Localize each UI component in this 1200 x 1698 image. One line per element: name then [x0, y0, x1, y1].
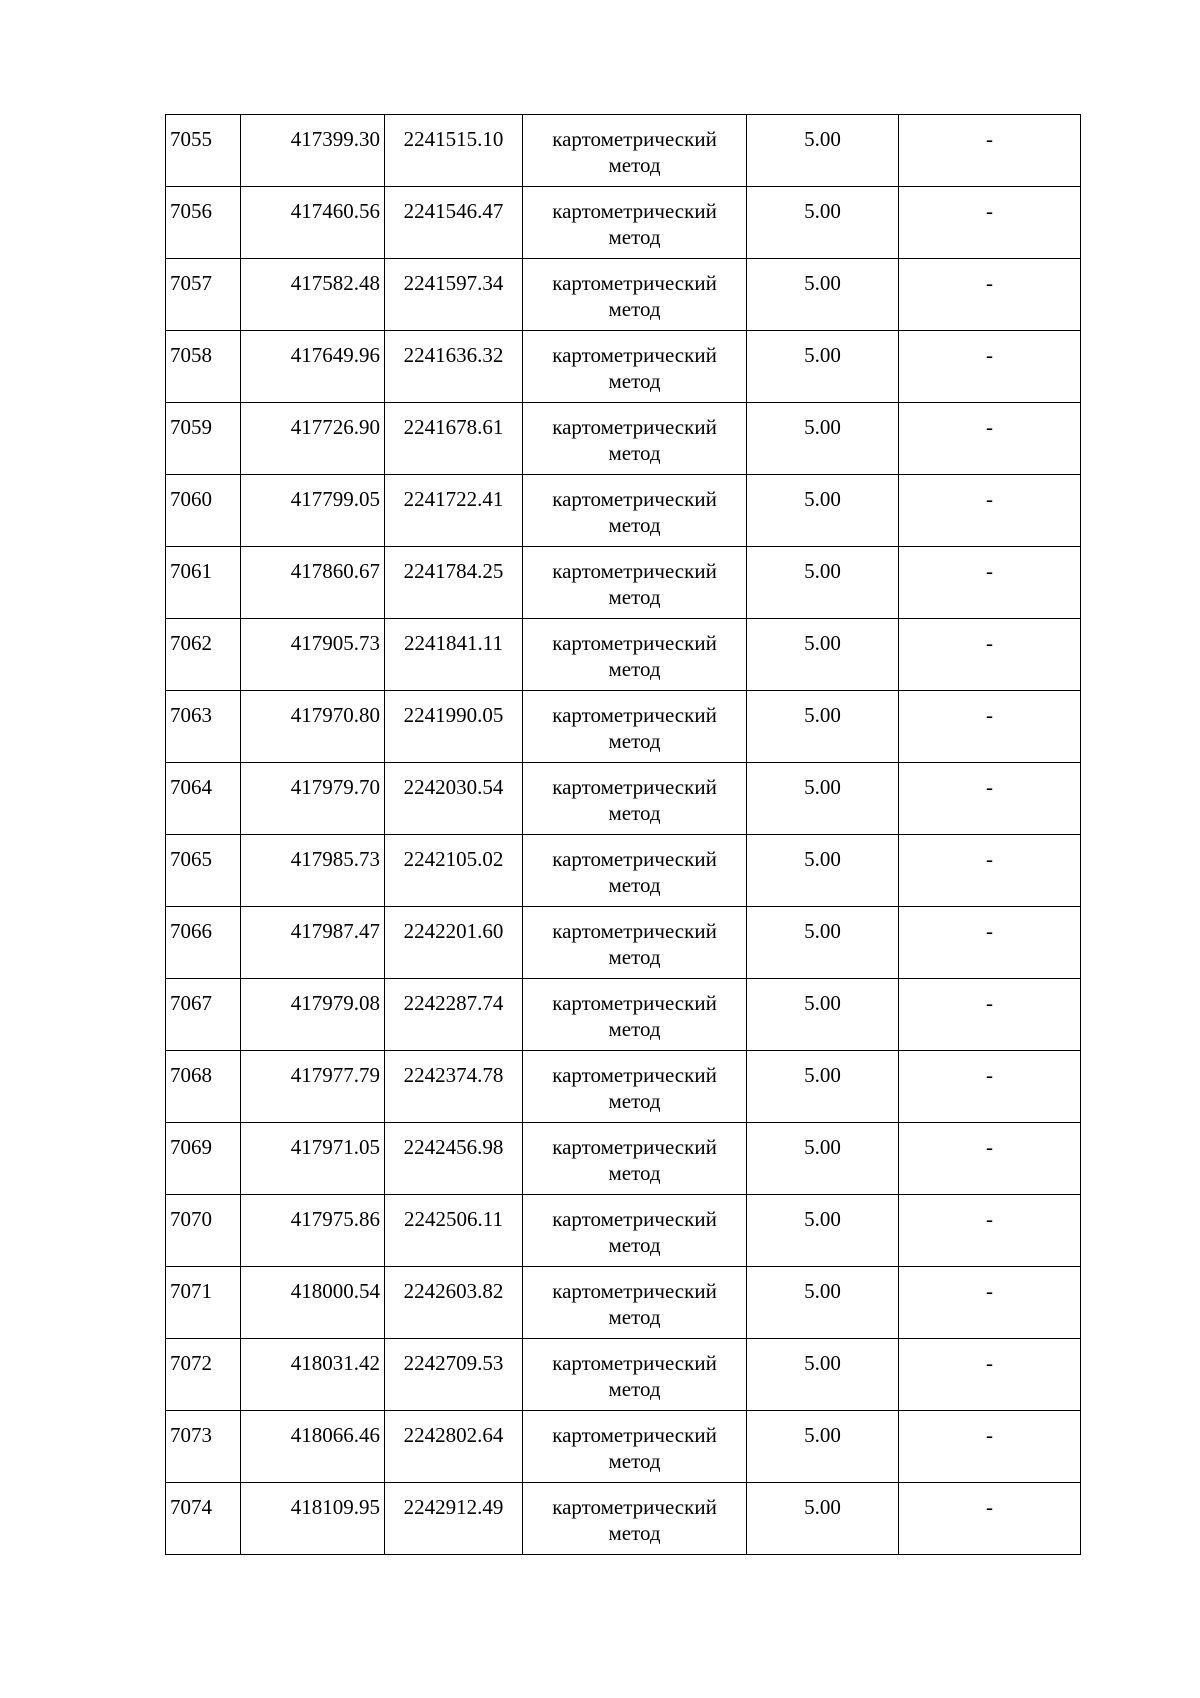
y-coordinate-cell	[385, 1123, 523, 1195]
y-coordinate-text: 2242201.60	[403, 919, 504, 943]
accuracy-text: 5.00	[804, 919, 841, 943]
accuracy-cell	[747, 547, 899, 619]
method-cell	[523, 619, 747, 691]
method-text: картометрический метод	[552, 487, 717, 537]
point-number-text: 7057	[170, 271, 212, 295]
method-text: картометрический метод	[552, 631, 717, 681]
x-coordinate-text: 417460.56	[290, 199, 380, 223]
accuracy-text: 5.00	[804, 1351, 841, 1375]
x-coordinate-cell	[241, 619, 385, 691]
accuracy-text: 5.00	[804, 415, 841, 439]
point-number-cell	[166, 1123, 241, 1195]
table-row	[166, 619, 1081, 691]
method-cell	[523, 763, 747, 835]
x-coordinate-cell	[241, 1411, 385, 1483]
x-coordinate-text: 417860.67	[290, 559, 380, 583]
point-number-cell	[166, 979, 241, 1051]
y-coordinate-cell	[385, 1483, 523, 1555]
x-coordinate-text: 418109.95	[290, 1495, 380, 1519]
method-cell	[523, 331, 747, 403]
description-text: -	[986, 919, 993, 943]
y-coordinate-cell	[385, 475, 523, 547]
accuracy-cell	[747, 619, 899, 691]
y-coordinate-cell	[385, 1411, 523, 1483]
x-coordinate-cell	[241, 1123, 385, 1195]
y-coordinate-text: 2242709.53	[403, 1351, 504, 1375]
x-coordinate-cell	[241, 547, 385, 619]
x-coordinate-cell	[241, 187, 385, 259]
method-cell	[523, 403, 747, 475]
description-text: -	[986, 1207, 993, 1231]
y-coordinate-cell	[385, 907, 523, 979]
description-cell	[899, 1339, 1081, 1411]
x-coordinate-text: 418031.42	[290, 1351, 380, 1375]
accuracy-text: 5.00	[804, 343, 841, 367]
point-number-cell	[166, 331, 241, 403]
point-number-cell	[166, 907, 241, 979]
point-number-text: 7066	[170, 919, 212, 943]
x-coordinate-text: 417987.47	[290, 919, 380, 943]
x-coordinate-cell	[241, 979, 385, 1051]
description-cell	[899, 403, 1081, 475]
accuracy-text: 5.00	[804, 271, 841, 295]
point-number-cell	[166, 763, 241, 835]
table-row	[166, 475, 1081, 547]
accuracy-cell	[747, 835, 899, 907]
y-coordinate-text: 2242374.78	[403, 1063, 504, 1087]
x-coordinate-text: 417977.79	[290, 1063, 380, 1087]
description-text: -	[986, 271, 993, 295]
accuracy-text: 5.00	[804, 1207, 841, 1231]
x-coordinate-text: 418000.54	[290, 1279, 380, 1303]
description-text: -	[986, 127, 993, 151]
method-cell	[523, 475, 747, 547]
accuracy-cell	[747, 691, 899, 763]
table-row	[166, 979, 1081, 1051]
point-number-cell	[166, 115, 241, 187]
method-text: картометрический метод	[552, 271, 717, 321]
method-cell	[523, 547, 747, 619]
table-row	[166, 331, 1081, 403]
accuracy-text: 5.00	[804, 991, 841, 1015]
y-coordinate-text: 2241678.61	[403, 415, 504, 439]
y-coordinate-text: 2241546.47	[403, 199, 504, 223]
description-cell	[899, 619, 1081, 691]
x-coordinate-text: 417649.96	[290, 343, 380, 367]
x-coordinate-cell	[241, 1483, 385, 1555]
y-coordinate-text: 2242802.64	[403, 1423, 504, 1447]
x-coordinate-cell	[241, 835, 385, 907]
x-coordinate-text: 417399.30	[290, 127, 380, 151]
point-number-text: 7074	[170, 1495, 212, 1519]
description-cell	[899, 1483, 1081, 1555]
accuracy-cell	[747, 1267, 899, 1339]
accuracy-text: 5.00	[804, 199, 841, 223]
accuracy-cell	[747, 979, 899, 1051]
point-number-cell	[166, 1195, 241, 1267]
accuracy-cell	[747, 187, 899, 259]
x-coordinate-cell	[241, 115, 385, 187]
description-text: -	[986, 415, 993, 439]
table-row	[166, 1195, 1081, 1267]
y-coordinate-cell	[385, 115, 523, 187]
table-row	[166, 1051, 1081, 1123]
table-row	[166, 115, 1081, 187]
point-number-cell	[166, 1267, 241, 1339]
method-text: картометрический метод	[552, 775, 717, 825]
accuracy-cell	[747, 403, 899, 475]
point-number-text: 7059	[170, 415, 212, 439]
method-text: картометрический метод	[552, 199, 717, 249]
y-coordinate-cell	[385, 1051, 523, 1123]
table-row	[166, 187, 1081, 259]
accuracy-cell	[747, 475, 899, 547]
accuracy-text: 5.00	[804, 559, 841, 583]
method-cell	[523, 187, 747, 259]
method-text: картометрический метод	[552, 1279, 717, 1329]
point-number-text: 7069	[170, 1135, 212, 1159]
description-text: -	[986, 559, 993, 583]
accuracy-text: 5.00	[804, 1135, 841, 1159]
description-cell	[899, 907, 1081, 979]
y-coordinate-cell	[385, 403, 523, 475]
accuracy-text: 5.00	[804, 1423, 841, 1447]
y-coordinate-text: 2241636.32	[403, 343, 504, 367]
coordinates-table	[165, 114, 1081, 1555]
x-coordinate-cell	[241, 403, 385, 475]
method-text: картометрический метод	[552, 1351, 717, 1401]
description-cell	[899, 691, 1081, 763]
description-text: -	[986, 991, 993, 1015]
point-number-text: 7055	[170, 127, 212, 151]
accuracy-cell	[747, 1339, 899, 1411]
point-number-text: 7073	[170, 1423, 212, 1447]
table-row	[166, 1411, 1081, 1483]
x-coordinate-cell	[241, 1051, 385, 1123]
y-coordinate-text: 2241722.41	[403, 487, 504, 511]
y-coordinate-text: 2242456.98	[403, 1135, 504, 1159]
table-row	[166, 547, 1081, 619]
table-row	[166, 1123, 1081, 1195]
x-coordinate-cell	[241, 763, 385, 835]
method-cell	[523, 1267, 747, 1339]
x-coordinate-text: 418066.46	[290, 1423, 380, 1447]
point-number-cell	[166, 1051, 241, 1123]
table-row	[166, 835, 1081, 907]
description-cell	[899, 259, 1081, 331]
x-coordinate-cell	[241, 1339, 385, 1411]
method-cell	[523, 979, 747, 1051]
method-cell	[523, 1123, 747, 1195]
table-row	[166, 1339, 1081, 1411]
x-coordinate-text: 417970.80	[290, 703, 380, 727]
method-cell	[523, 1411, 747, 1483]
method-text: картометрический метод	[552, 127, 717, 177]
point-number-cell	[166, 835, 241, 907]
table-row	[166, 1267, 1081, 1339]
y-coordinate-cell	[385, 691, 523, 763]
description-text: -	[986, 1279, 993, 1303]
method-cell	[523, 691, 747, 763]
point-number-text: 7065	[170, 847, 212, 871]
description-cell	[899, 1051, 1081, 1123]
x-coordinate-text: 417799.05	[290, 487, 380, 511]
accuracy-cell	[747, 1411, 899, 1483]
method-text: картометрический метод	[552, 559, 717, 609]
description-text: -	[986, 1135, 993, 1159]
description-text: -	[986, 199, 993, 223]
point-number-cell	[166, 1483, 241, 1555]
method-text: картометрический метод	[552, 991, 717, 1041]
point-number-cell	[166, 475, 241, 547]
method-text: картометрический метод	[552, 343, 717, 393]
point-number-text: 7061	[170, 559, 212, 583]
method-text: картометрический метод	[552, 919, 717, 969]
accuracy-cell	[747, 259, 899, 331]
accuracy-cell	[747, 331, 899, 403]
method-text: картометрический метод	[552, 1063, 717, 1113]
point-number-text: 7064	[170, 775, 212, 799]
x-coordinate-text: 417979.70	[290, 775, 380, 799]
y-coordinate-text: 2242030.54	[403, 775, 504, 799]
description-cell	[899, 835, 1081, 907]
point-number-cell	[166, 1411, 241, 1483]
accuracy-cell	[747, 1123, 899, 1195]
point-number-cell	[166, 619, 241, 691]
accuracy-text: 5.00	[804, 775, 841, 799]
x-coordinate-cell	[241, 331, 385, 403]
description-cell	[899, 187, 1081, 259]
y-coordinate-text: 2241990.05	[403, 703, 504, 727]
y-coordinate-cell	[385, 1195, 523, 1267]
x-coordinate-cell	[241, 259, 385, 331]
y-coordinate-cell	[385, 979, 523, 1051]
method-cell	[523, 835, 747, 907]
y-coordinate-cell	[385, 547, 523, 619]
x-coordinate-text: 417985.73	[290, 847, 380, 871]
accuracy-text: 5.00	[804, 1063, 841, 1087]
accuracy-cell	[747, 1051, 899, 1123]
point-number-text: 7072	[170, 1351, 212, 1375]
table-row	[166, 691, 1081, 763]
point-number-cell	[166, 691, 241, 763]
method-cell	[523, 1339, 747, 1411]
x-coordinate-cell	[241, 475, 385, 547]
description-cell	[899, 547, 1081, 619]
method-text: картометрический метод	[552, 703, 717, 753]
point-number-text: 7067	[170, 991, 212, 1015]
accuracy-text: 5.00	[804, 487, 841, 511]
y-coordinate-text: 2241597.34	[403, 271, 504, 295]
accuracy-text: 5.00	[804, 847, 841, 871]
accuracy-text: 5.00	[804, 631, 841, 655]
y-coordinate-cell	[385, 331, 523, 403]
point-number-cell	[166, 259, 241, 331]
x-coordinate-text: 417582.48	[290, 271, 380, 295]
method-text: картометрический метод	[552, 1423, 717, 1473]
accuracy-text: 5.00	[804, 703, 841, 727]
x-coordinate-text: 417726.90	[290, 415, 380, 439]
y-coordinate-text: 2241515.10	[403, 127, 504, 151]
method-text: картометрический метод	[552, 1495, 717, 1545]
x-coordinate-text: 417905.73	[290, 631, 380, 655]
table-row	[166, 1483, 1081, 1555]
point-number-text: 7062	[170, 631, 212, 655]
point-number-text: 7060	[170, 487, 212, 511]
x-coordinate-cell	[241, 907, 385, 979]
y-coordinate-cell	[385, 619, 523, 691]
description-text: -	[986, 703, 993, 727]
y-coordinate-text: 2241841.11	[404, 631, 503, 655]
accuracy-cell	[747, 1195, 899, 1267]
y-coordinate-cell	[385, 1339, 523, 1411]
y-coordinate-text: 2242912.49	[403, 1495, 504, 1519]
y-coordinate-text: 2242287.74	[403, 991, 504, 1015]
description-cell	[899, 1267, 1081, 1339]
method-text: картометрический метод	[552, 415, 717, 465]
description-cell	[899, 979, 1081, 1051]
table-row	[166, 259, 1081, 331]
x-coordinate-cell	[241, 1195, 385, 1267]
point-number-cell	[166, 403, 241, 475]
y-coordinate-cell	[385, 187, 523, 259]
description-cell	[899, 115, 1081, 187]
point-number-text: 7063	[170, 703, 212, 727]
description-text: -	[986, 1063, 993, 1087]
table-row	[166, 763, 1081, 835]
table-row	[166, 403, 1081, 475]
method-text: картометрический метод	[552, 1207, 717, 1257]
point-number-text: 7058	[170, 343, 212, 367]
description-cell	[899, 1123, 1081, 1195]
accuracy-text: 5.00	[804, 1279, 841, 1303]
description-text: -	[986, 847, 993, 871]
point-number-text: 7070	[170, 1207, 212, 1231]
y-coordinate-cell	[385, 1267, 523, 1339]
description-text: -	[986, 775, 993, 799]
accuracy-cell	[747, 1483, 899, 1555]
accuracy-cell	[747, 907, 899, 979]
point-number-text: 7071	[170, 1279, 212, 1303]
accuracy-cell	[747, 115, 899, 187]
point-number-text: 7056	[170, 199, 212, 223]
description-text: -	[986, 631, 993, 655]
description-text: -	[986, 487, 993, 511]
y-coordinate-cell	[385, 763, 523, 835]
point-number-cell	[166, 547, 241, 619]
accuracy-text: 5.00	[804, 127, 841, 151]
description-cell	[899, 1411, 1081, 1483]
method-cell	[523, 259, 747, 331]
x-coordinate-text: 417979.08	[290, 991, 380, 1015]
table-row	[166, 907, 1081, 979]
method-text: картометрический метод	[552, 847, 717, 897]
description-text: -	[986, 1423, 993, 1447]
description-cell	[899, 763, 1081, 835]
method-cell	[523, 907, 747, 979]
y-coordinate-cell	[385, 259, 523, 331]
method-cell	[523, 1195, 747, 1267]
accuracy-cell	[747, 763, 899, 835]
method-cell	[523, 1051, 747, 1123]
description-text: -	[986, 1351, 993, 1375]
y-coordinate-text: 2242506.11	[404, 1207, 503, 1231]
coordinates-table-body	[166, 115, 1081, 1555]
description-cell	[899, 475, 1081, 547]
description-text: -	[986, 343, 993, 367]
y-coordinate-cell	[385, 835, 523, 907]
description-text: -	[986, 1495, 993, 1519]
accuracy-text: 5.00	[804, 1495, 841, 1519]
point-number-cell	[166, 1339, 241, 1411]
method-cell	[523, 115, 747, 187]
y-coordinate-text: 2241784.25	[403, 559, 504, 583]
x-coordinate-text: 417971.05	[290, 1135, 380, 1159]
description-cell	[899, 1195, 1081, 1267]
x-coordinate-text: 417975.86	[290, 1207, 380, 1231]
method-text: картометрический метод	[552, 1135, 717, 1185]
y-coordinate-text: 2242105.02	[403, 847, 504, 871]
x-coordinate-cell	[241, 1267, 385, 1339]
point-number-text: 7068	[170, 1063, 212, 1087]
point-number-cell	[166, 187, 241, 259]
y-coordinate-text: 2242603.82	[403, 1279, 504, 1303]
description-cell	[899, 331, 1081, 403]
method-cell	[523, 1483, 747, 1555]
x-coordinate-cell	[241, 691, 385, 763]
